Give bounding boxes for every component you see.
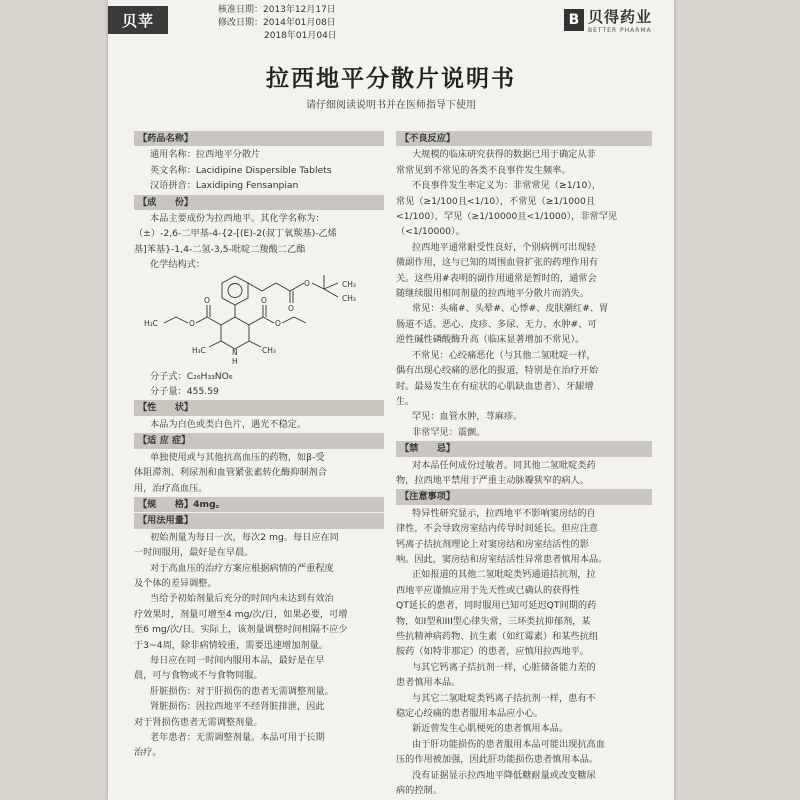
adverse-line: 常常见到不常见的各类不良事件发生频率。 [396,164,571,176]
generic-name: 通用名称：拉西地平分散片 [150,149,261,161]
chem-label-ch3: CH₃ [262,345,276,355]
usage-line: 一时间服用，最好是在早晨。 [134,547,254,559]
caution-line: 响。因此，窦房结和房室结活性异常患者慎用本品。 [396,553,608,565]
section-spec: 【规 格】4mg。 [134,497,384,512]
caution-line: 西地平应谨慎应用于先天性或已确认的获得性 [396,584,580,596]
adverse-line: 常见（≥1/100且<1/10），不常见（≥1/1000且 [396,195,595,207]
page-subtitle: 请仔细阅读说明书并在医师指导下使用 [306,100,476,111]
caution-line: 钙离子拮抗剂理论上对窦房结和房室结活性的影 [396,538,589,550]
caution-line: 律性，不会导致房室结内传导时间延长。但应注意 [396,523,599,535]
usage-line: 治疗。 [134,747,162,759]
revision-date-2: 2018年01月04日 [264,31,337,41]
caution-line: 没有证据显示拉西地平降低糖耐量或改变糖尿 [412,769,596,781]
brand-name-cn: 贝得药业 [587,8,652,26]
chem-label-o: O [304,278,310,288]
molecular-weight: 分子量：455.59 [150,386,219,398]
section-caution: 【注意事项】 [396,489,652,504]
section-composition: 【成 份】 [134,195,384,210]
brand-mark-icon: B [564,9,584,31]
adverse-line: 大规模的临床研究获得的数据已用于确定从非 [412,149,596,161]
caution-line: 稳定心绞痛的患者服用本品应小心。 [396,708,543,720]
composition-line: 基]苯基}-1,4-二氢-3,5-吡啶二羧酸二乙酯 [134,243,306,255]
section-character: 【性 状】 [134,400,384,415]
caution-line: 新近曾发生心肌梗死的患者慎用本品。 [412,723,569,735]
chem-label-o: O [204,295,210,305]
chem-label-h3c: H₃C [144,318,158,328]
usage-line: 疗效果时，剂量可增至4 mg/次/日，如果必要，可增 [134,608,348,620]
adverse-line: 不常见：心绞痛恶化（与其他二氢吡啶一样， [412,349,596,361]
caution-line: QT延长的患者，同时服用已知可延迟QT间期的药 [396,600,597,612]
usage-line: 晨，可与食物或不与食物同服。 [134,670,263,682]
adverse-line: （<1/10000）。 [396,226,465,238]
caution-line: 患者慎用本品。 [396,677,461,689]
indication-line: 单独使用或与其他抗高血压的药物，如β-受 [150,451,325,463]
caution-line: 胺药（如特非那定）的患者，应慎用拉西地平。 [396,646,589,658]
brand-logo-right [564,6,652,34]
section-contraindication: 【禁 忌】 [396,441,652,456]
chem-label-h3c: H₃C [192,345,206,355]
usage-line: 每日应在同一时间内服用本品，最好是在早 [150,654,325,666]
usage-line: 及个体的差异调整。 [134,577,217,589]
adverse-line: <1/100），罕见（≥1/10000且<1/1000），非常罕见 [396,211,618,223]
usage-line: 当给予初始剂量后充分的时间内未达到有效治 [150,593,334,605]
chem-label-ch3: CH₃ [342,279,356,289]
revision-date: 修改日期：2014年01月08日 [218,18,336,28]
caution-line: 压的作用被加强，因此肝功能损伤患者慎用本品。 [396,754,599,766]
contra-line: 对本品任何成份过敏者。同其他二氢吡啶类药 [412,459,596,471]
contra-line: 物，拉西地平禁用于严重主动脉瓣狭窄的病人。 [396,474,589,486]
adverse-line: 随继续服用相同剂量的拉西地平分散片而消失。 [396,288,589,300]
chem-label-o: O [275,318,281,328]
leaflet-sheet [108,0,674,800]
section-indication: 【适 应 症】 [134,433,384,448]
section-adverse: 【不良反应】 [396,131,652,146]
usage-line: 初始剂量为每日一次，每次2 mg。每日应在同 [150,531,339,543]
adverse-line: 非常罕见：震颤。 [412,426,486,438]
adverse-line: 肠道不适、恶心、皮疹、多尿、无力、水肿#、可 [396,318,597,330]
adverse-line: 罕见：血管水肿，荨麻疹。 [412,411,523,423]
chem-label-n: N [232,347,238,357]
adverse-line: 微副作用，这与已知的周围血管扩张的药理作用有 [396,257,599,269]
section-usage: 【用法用量】 [134,513,384,528]
caution-line: 由于肝功能损伤的患者服用本品可能出现抗高血 [412,738,605,750]
adverse-line: 关。这些用#表明的副作用通常是暂时的，通常会 [396,272,597,284]
indication-line: 体阻滞剂、利尿剂和血管紧张素转化酶抑制剂合 [134,467,327,479]
brand-name-en: BETTER PHARMA [587,27,652,34]
usage-line: 对于高血压的治疗方案应根据病情的严重程度 [150,562,334,574]
page-title: 拉西地平分散片说明书 [266,66,516,92]
indication-line: 用，治疗高血压。 [134,482,208,494]
character-text: 本品为白色或类白色片，遇光不稳定。 [150,418,307,430]
molecular-formula: 分子式：C₂₆H₃₃NO₆ [150,370,233,382]
left-column [134,130,384,761]
adverse-line: 常见：头痛#、头晕#、心悸#、皮肤潮红#、胃 [412,303,609,315]
usage-line: 至6 mg/次/日。实际上，该剂量调整时间相隔不应少 [134,624,348,636]
adverse-line: 逆性碱性磷酸酶升高（临床显著增加不常见）。 [396,334,585,346]
usage-line: 肝脏损伤：对于肝损伤的患者无需调整剂量。 [150,685,334,697]
adverse-line: 拉西地平通常耐受性良好，个别病例可出现轻 [412,241,596,253]
adverse-line: 不良事件发生率定义为：非常常见（≥1/10）， [412,180,602,192]
composition-line: 本品主要成份为拉西地平。其化学名称为： [150,213,325,225]
chem-label-ch3: CH₃ [342,293,356,303]
caution-line: 些抗精神病药物、抗生素（如红霉素）和某些抗组 [396,631,599,642]
approval-dates [218,4,337,43]
caution-line: 与其它二氢吡啶类钙离子拮抗剂一样，患有不 [412,692,596,704]
caution-line: 物，如I型和III型心律失常，三环类抗抑郁剂，某 [396,615,591,627]
chemical-structure-diagram [134,275,384,367]
usage-line: 肾脏损伤：因拉西地平不经肾脏排泄，因此 [150,701,325,713]
chem-label-o: O [261,295,267,305]
caution-line: 与其它钙离子拮抗剂一样，心脏储备能力差的 [412,661,596,673]
chem-label-h: H [232,356,238,366]
pinyin-name: 汉语拼音：Laxidiping Fensanpian [150,180,299,192]
usage-line: 于3~4周，除非病情较重，需要迅速增加剂量。 [134,639,328,651]
section-name: 【药品名称】 [134,131,384,146]
chem-label-o: O [189,318,195,328]
english-name: 英文名称：Lacidipine Dispersible Tablets [150,164,332,176]
chemical-structure [134,275,384,367]
right-column [396,130,652,798]
caution-line: 特异性研究显示，拉西地平不影响窦房结的自 [412,507,596,519]
usage-line: 对于肾损伤患者无需调整剂量。 [134,716,263,728]
composition-line: （±）-2,6-二甲基-4-{2-[(E)-2(叔丁氧羰基)-乙烯 [134,228,337,240]
adverse-line: 生。 [396,395,415,407]
chem-label-o: O [288,303,294,313]
caution-line: 正如报道的其他二氢吡啶类钙通道拮抗剂，拉 [412,569,596,581]
approval-date: 核准日期：2013年12月17日 [218,5,336,15]
structure-label: 化学结构式： [150,259,206,271]
usage-line: 老年患者：无需调整剂量。本品可用于长期 [150,732,325,743]
adverse-line: 偶有出现心绞痛的恶化的报道，特别是在治疗开始 [396,365,599,377]
brand-logo-left: 贝苹 [108,6,168,34]
caution-line: 病的控制。 [396,785,442,797]
adverse-line: 时。最易发生在有症状的心肌缺血患者）、牙龈增 [396,380,594,392]
